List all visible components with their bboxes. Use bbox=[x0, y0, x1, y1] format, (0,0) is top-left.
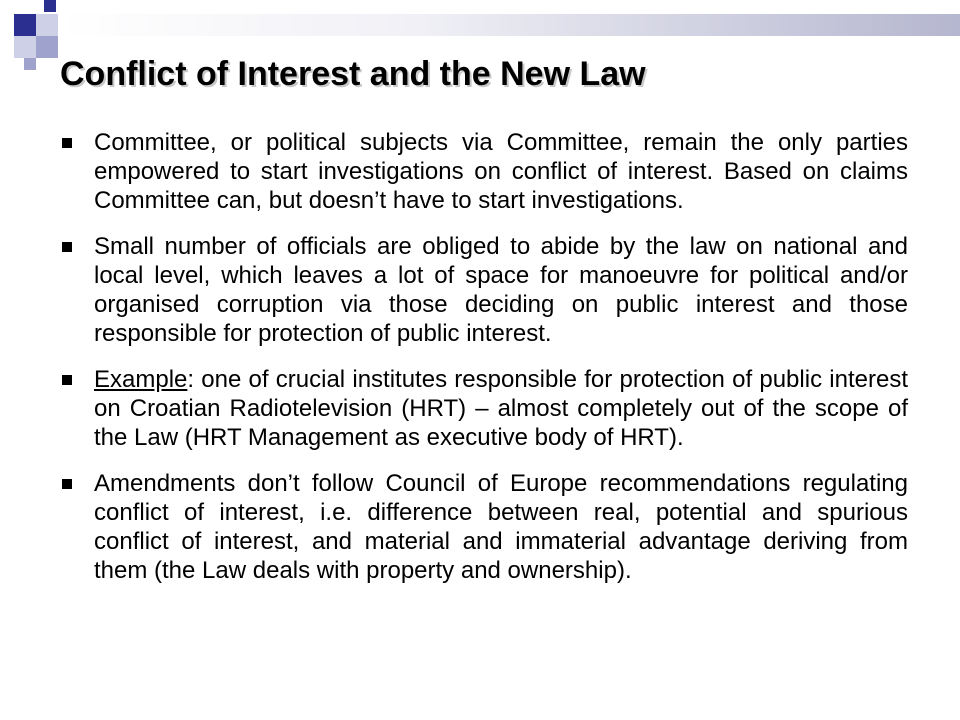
square-bullet-icon bbox=[62, 242, 72, 252]
decor-square-mid bbox=[24, 58, 36, 70]
decor-square-dark bbox=[14, 14, 36, 36]
square-bullet-icon bbox=[62, 375, 72, 385]
bullet-item bbox=[60, 232, 908, 348]
square-bullet-icon bbox=[62, 479, 72, 489]
square-bullet-icon bbox=[62, 138, 72, 148]
bullet-text: Amendments don’t follow Council of Europe recommendations regulating conflict of interest, i.e. difference between real, potential and spurious conflict of interest, and material and immaterial advantage deriving from them (the Law deals with property and ownership). bbox=[94, 470, 908, 584]
bullet-text: Committee, or political subjects via Committee, remain the only parties empowered to start investigations on conflict of interest. Based on claims Committee can, but doesn’t have to start investigations. bbox=[94, 129, 908, 214]
bullet-text: : one of crucial institutes responsible for protection of public interest on Croatian Radiotelevision (HRT) – almost completely out of the scope of the Law (HRT Management as executive body of HRT). bbox=[94, 366, 908, 451]
bullet-item bbox=[60, 365, 908, 452]
decor-square-light bbox=[14, 36, 36, 58]
bullet-text: Small number of officials are obliged to abide by the law on national and local level, which leaves a lot of space for manoeuvre for political and/or organised corruption via those deciding on public interest and those responsible for protection of public interest. bbox=[94, 233, 908, 347]
bullet-item bbox=[60, 128, 908, 215]
bullet-list bbox=[60, 128, 908, 602]
header-gradient-bar bbox=[60, 14, 960, 36]
slide-title: Conflict of Interest and the New Law bbox=[60, 55, 646, 93]
decor-square-dark bbox=[44, 0, 56, 12]
decor-square-mid bbox=[36, 36, 58, 58]
decor-square-light bbox=[36, 14, 58, 36]
bullet-item bbox=[60, 469, 908, 585]
bullet-lead-word: Example bbox=[94, 366, 188, 393]
